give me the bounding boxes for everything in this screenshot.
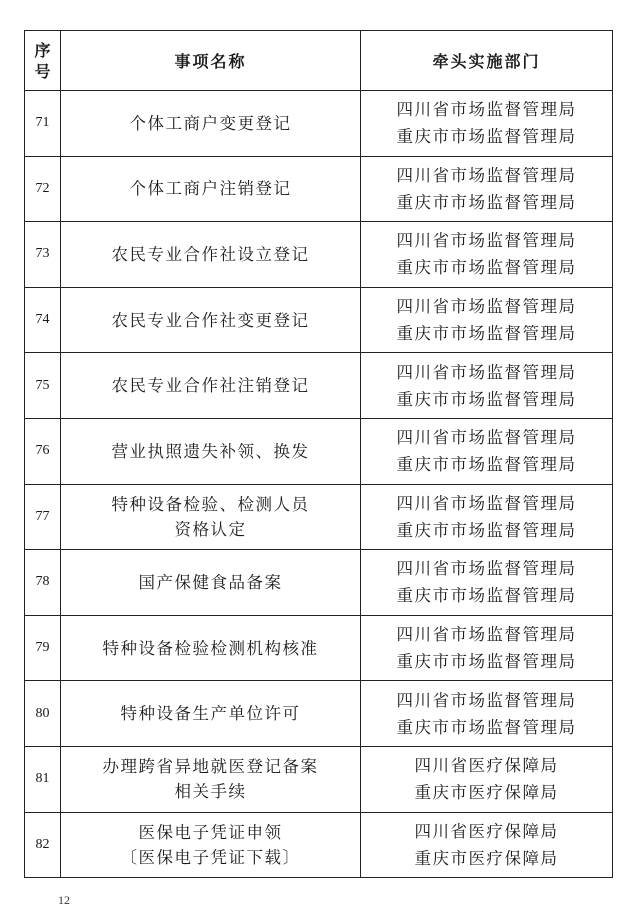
table-row (25, 746, 613, 812)
table-row (25, 222, 613, 288)
row-lead-department (361, 484, 613, 550)
department-line: 重庆市医疗保障局 (414, 848, 559, 868)
item-name-line: 相关手续 (174, 782, 247, 802)
department-line: 重庆市市场监督管理局 (396, 324, 577, 344)
page-number: 12 (58, 893, 70, 907)
row-item-name (61, 812, 361, 878)
table-row (25, 615, 613, 681)
department-line: 重庆市市场监督管理局 (396, 389, 577, 409)
item-name-line: 个体工商户变更登记 (129, 113, 292, 133)
row-serial-number: 78 (25, 550, 61, 616)
row-item-name (61, 681, 361, 747)
row-lead-department (361, 615, 613, 681)
row-item-name (61, 91, 361, 157)
department-line: 重庆市市场监督管理局 (396, 520, 577, 540)
table-row (25, 418, 613, 484)
row-lead-department (361, 681, 613, 747)
row-item-name (61, 615, 361, 681)
table-row (25, 287, 613, 353)
row-item-name (61, 156, 361, 222)
items-table (24, 30, 613, 878)
table-row (25, 550, 613, 616)
item-name-line: 特种设备检验、检测人员 (111, 494, 310, 514)
department-line: 四川省市场监督管理局 (396, 428, 577, 448)
table-body (25, 91, 613, 878)
row-lead-department (361, 222, 613, 288)
row-lead-department (361, 353, 613, 419)
department-line: 重庆市市场监督管理局 (396, 192, 577, 212)
table-row (25, 484, 613, 550)
header-serial-line-1: 序 (34, 40, 51, 60)
department-line: 四川省市场监督管理局 (396, 625, 577, 645)
item-name-line: 农民专业合作社设立登记 (111, 244, 310, 264)
row-lead-department (361, 91, 613, 157)
row-lead-department (361, 812, 613, 878)
department-line: 重庆市市场监督管理局 (396, 652, 577, 672)
row-serial-number: 75 (25, 353, 61, 419)
row-lead-department (361, 156, 613, 222)
department-line: 四川省市场监督管理局 (396, 559, 577, 579)
row-lead-department (361, 550, 613, 616)
row-item-name (61, 287, 361, 353)
row-serial-number: 71 (25, 91, 61, 157)
row-serial-number: 76 (25, 418, 61, 484)
row-item-name (61, 746, 361, 812)
table-row (25, 353, 613, 419)
header-item-name: 事项名称 (61, 31, 361, 91)
row-lead-department (361, 287, 613, 353)
row-item-name (61, 484, 361, 550)
item-name-line: 农民专业合作社变更登记 (111, 310, 310, 330)
item-name-line: 〔医保电子凭证下载〕 (120, 847, 301, 867)
row-serial-number: 72 (25, 156, 61, 222)
row-lead-department (361, 418, 613, 484)
row-serial-number: 74 (25, 287, 61, 353)
row-item-name (61, 222, 361, 288)
row-serial-number: 77 (25, 484, 61, 550)
item-name-line: 资格认定 (174, 519, 247, 539)
department-line: 重庆市医疗保障局 (414, 783, 559, 803)
header-serial-line-2: 号 (34, 61, 51, 81)
item-name-line: 特种设备生产单位许可 (120, 704, 301, 724)
department-line: 重庆市市场监督管理局 (396, 717, 577, 737)
item-name-line: 个体工商户注销登记 (129, 179, 292, 199)
table-header-row (25, 31, 613, 91)
department-line: 四川省市场监督管理局 (396, 231, 577, 251)
row-serial-number: 73 (25, 222, 61, 288)
row-lead-department (361, 746, 613, 812)
table-row (25, 681, 613, 747)
department-line: 四川省市场监督管理局 (396, 493, 577, 513)
department-line: 重庆市市场监督管理局 (396, 586, 577, 606)
department-line: 四川省市场监督管理局 (396, 362, 577, 382)
item-name-line: 农民专业合作社注销登记 (111, 376, 310, 396)
row-serial-number: 82 (25, 812, 61, 878)
department-line: 四川省医疗保障局 (414, 756, 559, 776)
department-line: 四川省市场监督管理局 (396, 100, 577, 120)
table-row (25, 91, 613, 157)
item-name-line: 营业执照遗失补领、换发 (111, 441, 310, 461)
department-line: 四川省市场监督管理局 (396, 165, 577, 185)
item-name-line: 国产保健食品备案 (138, 572, 283, 592)
department-line: 重庆市市场监督管理局 (396, 258, 577, 278)
department-line: 四川省市场监督管理局 (396, 690, 577, 710)
row-serial-number: 79 (25, 615, 61, 681)
row-serial-number: 80 (25, 681, 61, 747)
item-name-line: 医保电子凭证申领 (138, 822, 283, 842)
row-item-name (61, 550, 361, 616)
header-serial-number (25, 31, 61, 91)
header-lead-department: 牵头实施部门 (361, 31, 613, 91)
item-name-line: 特种设备检验检测机构核准 (102, 638, 319, 658)
department-line: 重庆市市场监督管理局 (396, 455, 577, 475)
table-row (25, 812, 613, 878)
item-name-line: 办理跨省异地就医登记备案 (102, 757, 319, 777)
department-line: 重庆市市场监督管理局 (396, 127, 577, 147)
row-item-name (61, 418, 361, 484)
row-item-name (61, 353, 361, 419)
department-line: 四川省市场监督管理局 (396, 297, 577, 317)
department-line: 四川省医疗保障局 (414, 821, 559, 841)
table-row (25, 156, 613, 222)
row-serial-number: 81 (25, 746, 61, 812)
